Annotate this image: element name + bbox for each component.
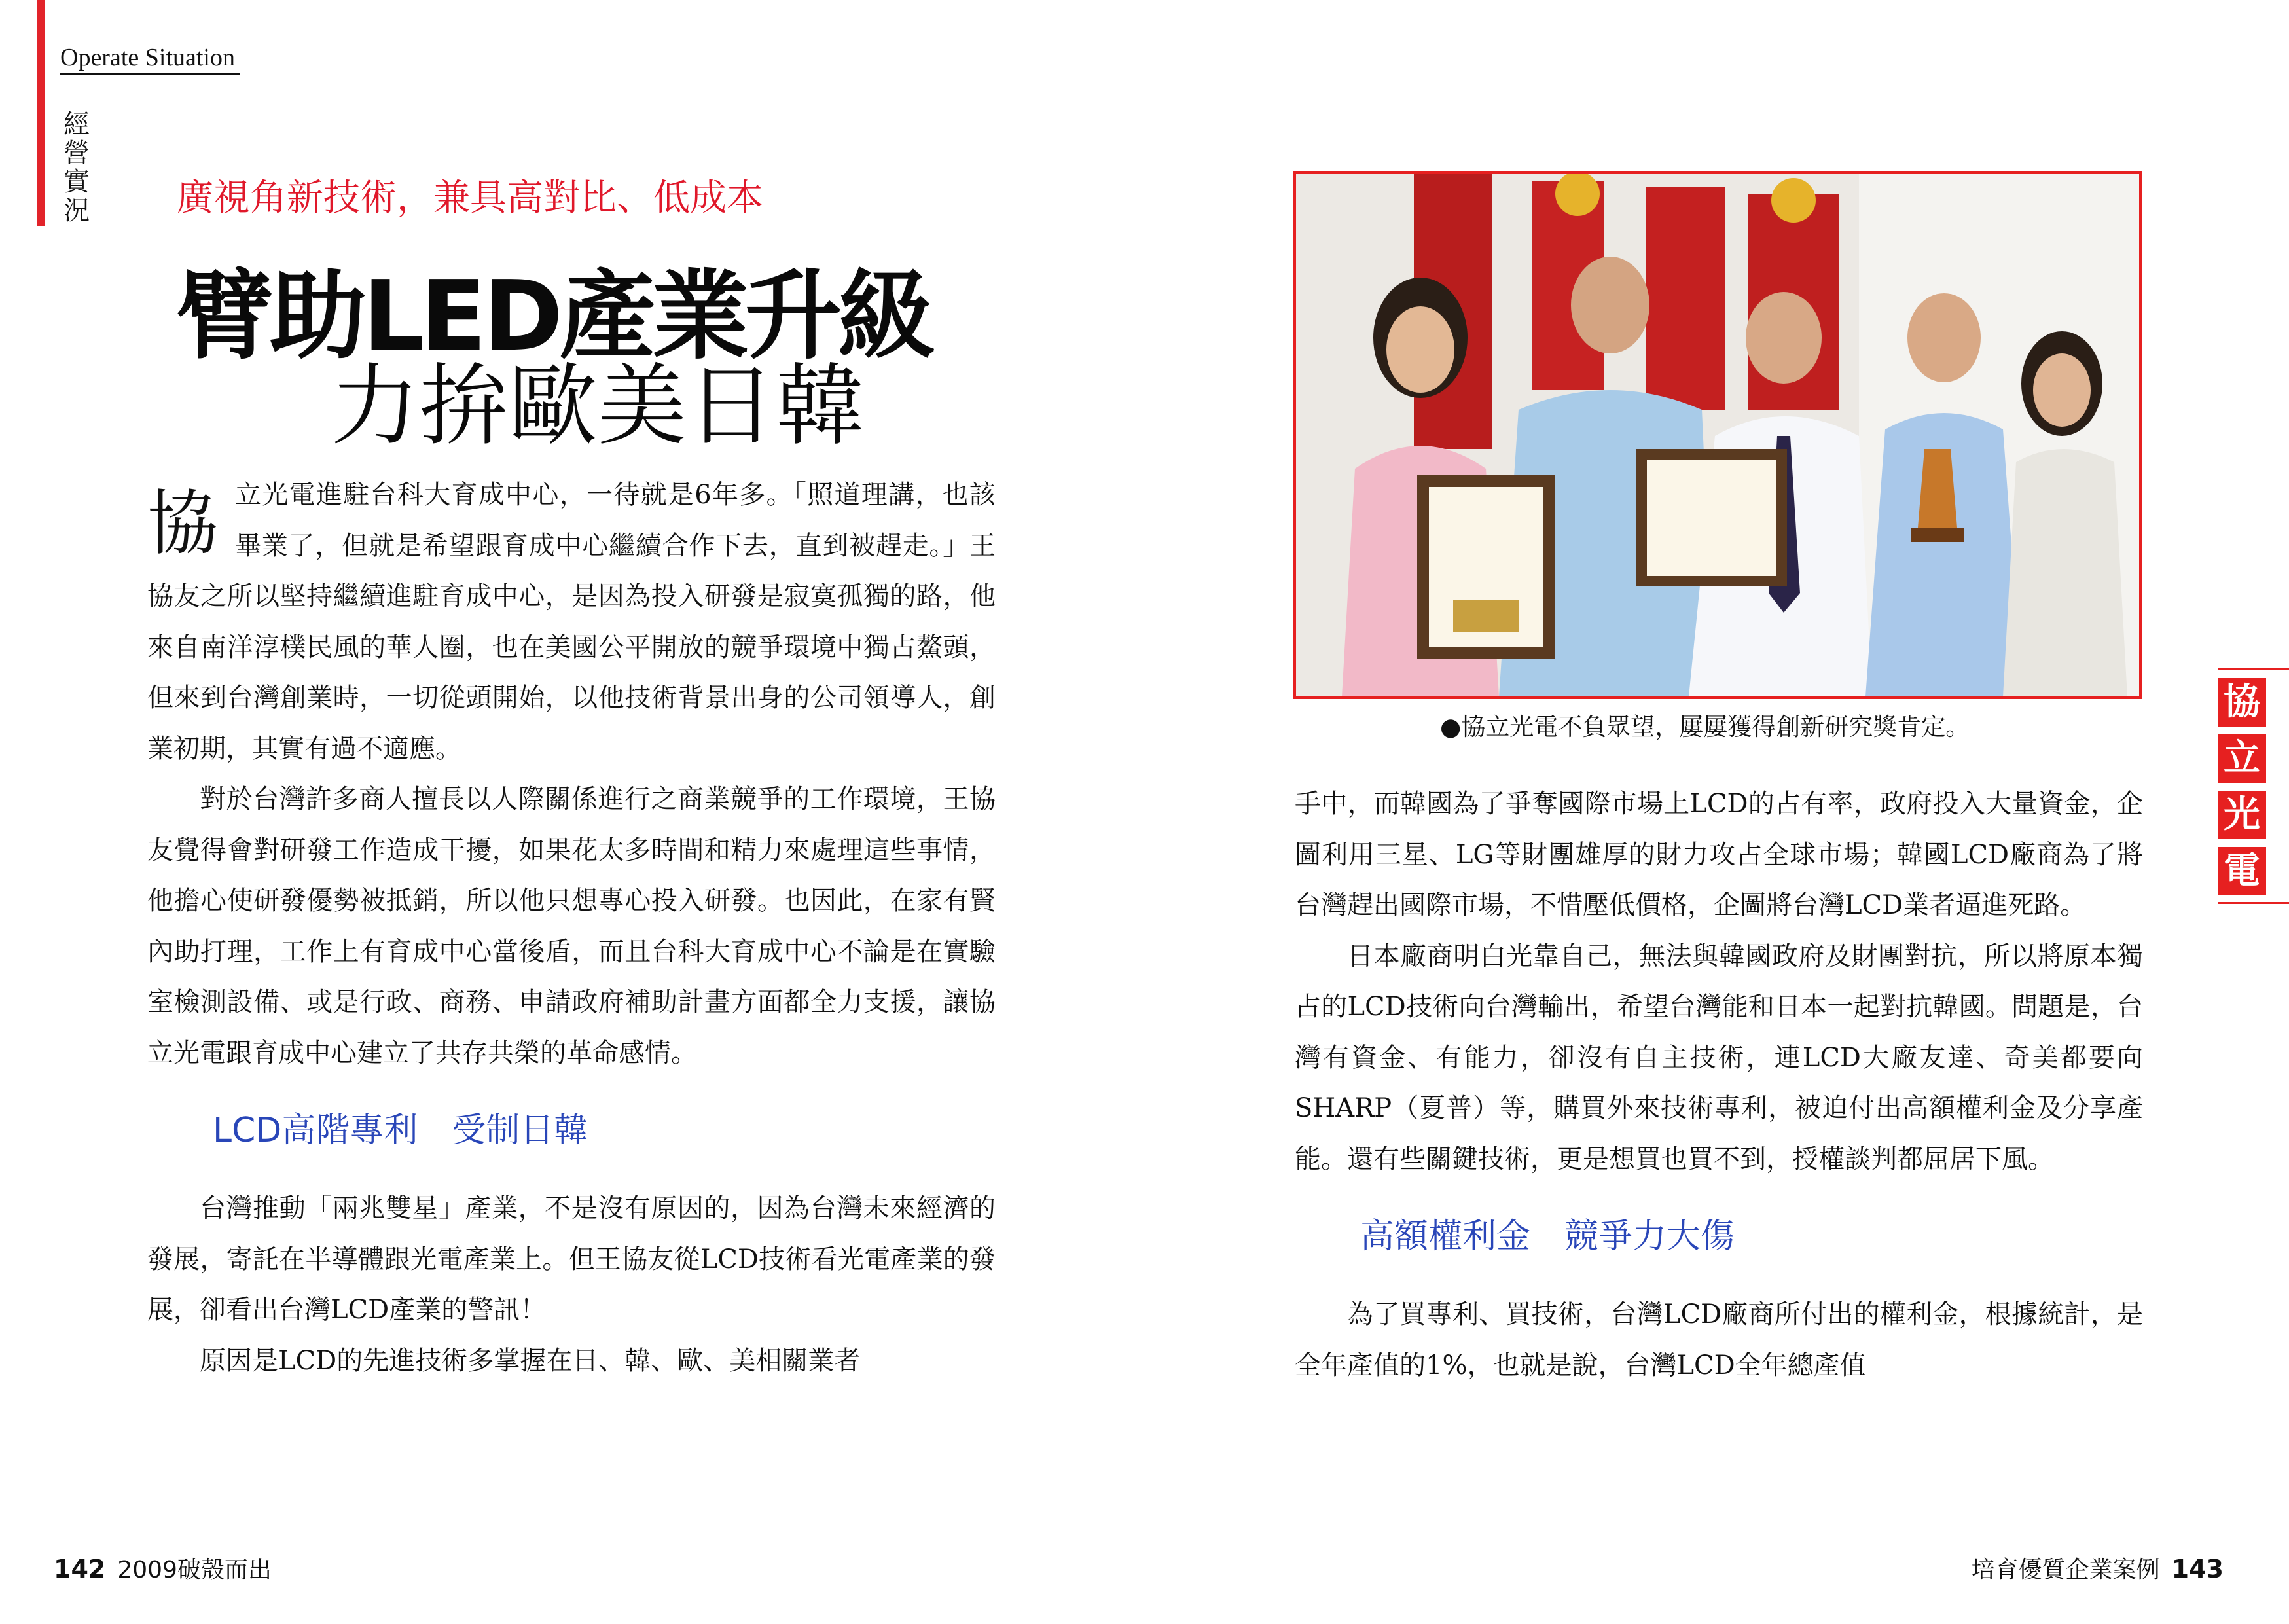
section-title-cn: 經營實況 [63,109,90,226]
right-para-2: 日本廠商明白光靠自己，無法與韓國政府及財團對抗，所以將原本獨占的LCD技術向台灣輸出，希望台灣能和日本一起對抗韓國。問題是，台灣有資金、有能力，卻沒有自主技術，連LCD大廠友達、奇美都要向SHARP（夏普）等，購買外來技術專利，被迫付出高額權利金及分享產能。還有些關鍵技術，更是想買也買不到，授權談判都屈居下風。 [1295,941,2143,1174]
right-para-3: 為了買專利、買技術，台灣LCD廠商所付出的權利金，根據統計，是全年產值的1%，也就是說，台灣LCD全年總產值 [1295,1299,2143,1380]
left-column [147,470,996,1386]
footer-right [1972,1551,2224,1585]
company-tag-rule-top [2218,668,2289,670]
company-name-tag [2218,668,2289,903]
award-photo-illustration [1296,174,2139,696]
article-subheadline: 廣視角新技術，兼具高對比、低成本 [177,177,763,219]
left-para-2: 對於台灣許多商人擅長以人際關係進行之商業競爭的工作環境，王協友覺得會對研發工作造成干擾，如果花太多時間和精力來處理這些事情，他擔心使研發優勢被抵銷，所以他只想專心投入研發。也因此，在家有賢內助打理，工作上有育成中心當後盾，而且台科大育成中心不論是在實驗室檢測設備、或是行政、商務、申請政府補助計畫方面都全力支援，讓協立光電跟育成中心建立了共存共榮的革命感情。 [147,784,996,1068]
right-page-number: 143 [2171,1555,2224,1583]
company-tag-char: 立 [2218,734,2266,785]
left-para-4: 原因是LCD的先進技術多掌握在日、韓、歐、美相關業者 [200,1345,861,1376]
header-rule [60,73,240,75]
company-tag-rule-bottom [2218,902,2289,904]
article-photo [1293,171,2142,699]
article-headline-line2: 力拚歐美日韓 [331,355,865,458]
section-title-en: Operate Situation [60,44,235,71]
drop-cap: 協 [147,483,219,565]
company-tag-char: 協 [2218,678,2266,729]
footer-left [54,1551,272,1585]
right-subhead: 高額權利金 競爭力大傷 [1360,1217,1735,1256]
right-para-1: 手中，而韓國為了爭奪國際市場上LCD的占有率，政府投入大量資金，企圖利用三星、LG等財團雄厚的財力攻占全球市場；韓國LCD廠商為了將台灣趕出國際市場，不惜壓低價格，企圖將台灣LCD業者逼進死路。 [1295,789,2143,920]
right-column [1295,779,2143,1391]
left-subhead: LCD高階專利 受制日韓 [213,1111,588,1150]
photo-caption: ●協立光電不負眾望，屢屢獲得創新研究獎肯定。 [1440,713,1970,741]
left-para-1-text: 立光電進駐台科大育成中心，一待就是6年多。「照道理講，也該畢業了，但就是希望跟育成中心繼續合作下去，直到被趕走。」王協友之所以堅持繼續進駐育成中心，是因為投入研發是寂寞孤獨的路，他來自南洋淳樸民風的華人圈，也在美國公平開放的競爭環境中獨占鰲頭，但來到台灣創業時，一切從頭開始，以他技術背景出身的公司領導人，創業初期，其實有過不適應。 [147,480,996,764]
left-para-1 [147,470,996,774]
company-tag-char: 光 [2218,791,2266,842]
section-red-bar [37,0,45,226]
company-tag-char: 電 [2218,847,2266,898]
left-running-title: 2009破殼而出 [117,1557,272,1583]
left-para-3: 台灣推動「兩兆雙星」產業，不是沒有原因的，因為台灣未來經濟的發展，寄託在半導體跟光電產業上。但王協友從LCD技術看光電產業的發展，卻看出台灣LCD產業的警訊！ [147,1193,996,1325]
right-running-title: 培育優質企業案例 [1971,1557,2160,1583]
left-page-number: 142 [54,1555,106,1583]
article-headline-line1: 臂助LED產業升級 [177,260,931,372]
